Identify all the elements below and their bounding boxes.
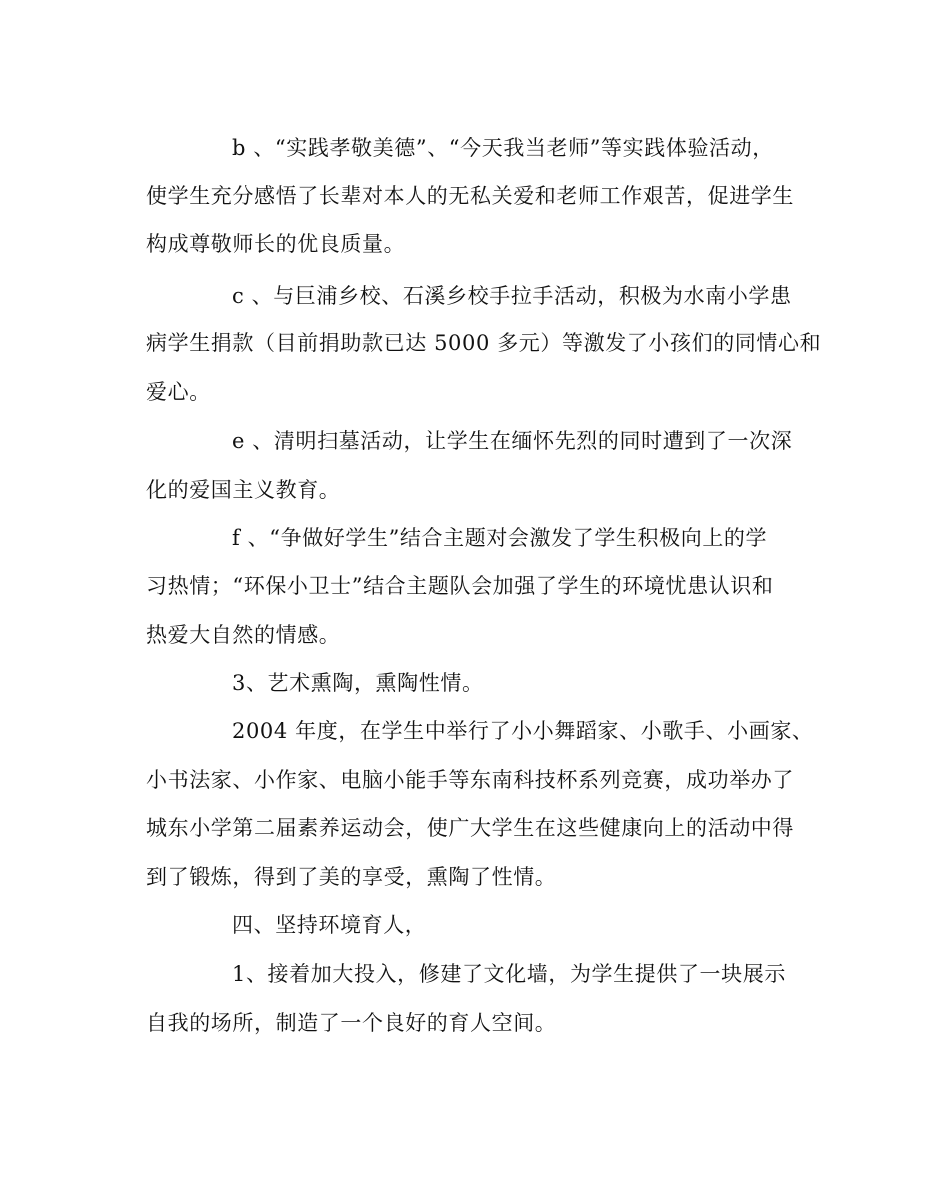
paragraph-1-line-1: 1、接着加大投入，修建了文化墙，为学生提供了一块展示 <box>232 962 786 986</box>
paragraph-c-line-2: 病学生捐款（目前捐助款已达 5000 多元）等激发了小孩们的同情心和 <box>146 331 822 355</box>
paragraph-2004-line-2: 小书法家、小作家、电脑小能手等东南科技杯系列竞赛，成功举办了 <box>146 768 794 792</box>
paragraph-f-line-1: f 、“争做好学生”结合主题对会激发了学生积极向上的学 <box>232 526 768 550</box>
paragraph-e-line-2: 化的爱国主义教育。 <box>146 478 341 502</box>
section-3-heading: 3、艺术熏陶，熏陶性情。 <box>232 671 484 695</box>
paragraph-c-line-3: 爱心。 <box>146 380 211 404</box>
paragraph-2004-line-1: 2004 年度，在学生中举行了小小舞蹈家、小歌手、小画家、 <box>232 719 814 743</box>
paragraph-b-line-3: 构成尊敬师长的优良质量。 <box>146 232 406 256</box>
paragraph-f-line-3: 热爱大自然的情感。 <box>146 623 341 647</box>
paragraph-2004-line-4: 到了锻炼，得到了美的享受，熏陶了性情。 <box>146 865 557 889</box>
paragraph-b-line-1: b 、“实践孝敬美德”、“今天我当老师”等实践体验活动， <box>232 136 774 160</box>
paragraph-c-line-1: c 、与巨浦乡校、石溪乡校手拉手活动，积极为水南小学患 <box>232 284 792 308</box>
section-4-heading: 四、坚持环境育人， <box>232 913 427 937</box>
paragraph-e-line-1: e 、清明扫墓活动，让学生在缅怀先烈的同时遭到了一次深 <box>232 429 793 453</box>
paragraph-1-line-2: 自我的场所，制造了一个良好的育人空间。 <box>146 1011 557 1035</box>
paragraph-b-line-2: 使学生充分感悟了长辈对本人的无私关爱和老师工作艰苦，促进学生 <box>146 184 794 208</box>
paragraph-f-line-2: 习热情；“环保小卫士”结合主题队会加强了学生的环境忧患认识和 <box>146 574 774 598</box>
paragraph-2004-line-3: 城东小学第二届素养运动会，使广大学生在这些健康向上的活动中得 <box>146 816 794 840</box>
